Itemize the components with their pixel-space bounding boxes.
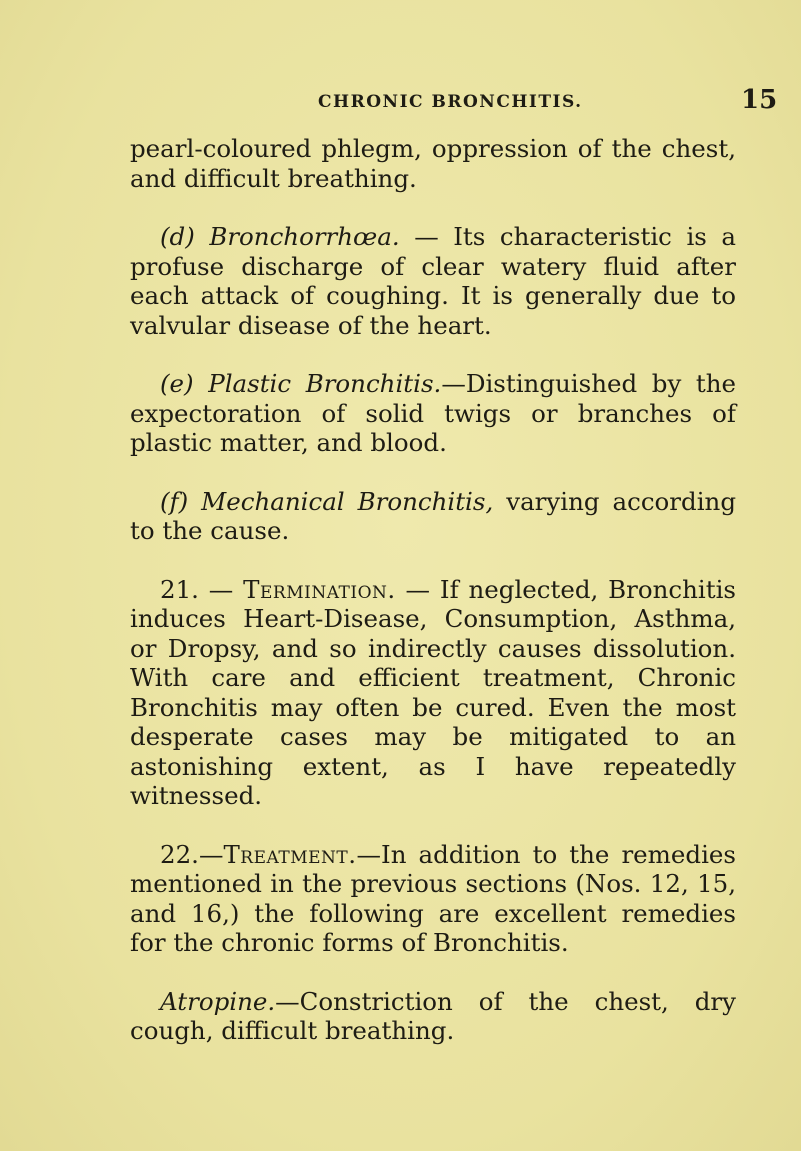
mechanical-bronchitis-label: (f) Mechanical Bronchitis, (160, 486, 494, 516)
bronchorrhoea-text: — Its characteristic is a profuse discharge of clear watery fluid after each attack of coughing. It is generally due to valvular disease of the heart. (130, 222, 737, 340)
paragraph-plastic-bronchitis (130, 369, 736, 458)
page-number: 15 (741, 85, 778, 115)
treatment-number: 22.— (160, 839, 224, 869)
treatment-text: —In addition to the remedies mentioned in the previous sections (Nos. 12, 15, and 16,) the following are excellent remedies for the chronic forms of Bronchitis. (130, 839, 736, 957)
paragraph-continuation: pearl-coloured phlegm, oppression of the chest, and difficult breathing. (130, 134, 736, 193)
paragraph-mechanical-bronchitis (130, 487, 736, 546)
paragraph-atropine (130, 987, 736, 1046)
paragraph-termination (130, 575, 736, 811)
atropine-text: —Constriction of the chest, dry cough, difficult breathing. (130, 986, 736, 1045)
plastic-bronchitis-label: (e) Plastic Bronchitis. (160, 369, 442, 398)
atropine-label: Atropine. (160, 986, 276, 1016)
running-title: CHRONIC BRONCHITIS. (318, 92, 583, 112)
mechanical-bronchitis-text: varying according to the cause. (130, 486, 736, 545)
termination-heading: Termination. (243, 574, 396, 604)
termination-text: — If neglected, Bronchitis induces Heart-Disease, Consumption, Asthma, or Dropsy, and so indirectly causes dissolution. With care and efficient treatment, Chronic Bronchitis may often be cured. Even the most desperate cases may be mitigated to an astonishing extent, as I have repeatedly witnessed. (130, 574, 736, 810)
paragraph-bronchorrhoea (130, 222, 736, 340)
termination-number: 21. — (160, 574, 244, 604)
body-text (130, 134, 736, 1046)
bronchorrhoea-label: (d) Bronchorrhœa. (160, 222, 400, 251)
treatment-heading: Treatment. (223, 839, 357, 869)
plastic-bronchitis-text: —Distinguished by the expectoration of solid twigs or branches of plastic matter, and blood. (130, 369, 736, 457)
paragraph-treatment (130, 840, 736, 958)
